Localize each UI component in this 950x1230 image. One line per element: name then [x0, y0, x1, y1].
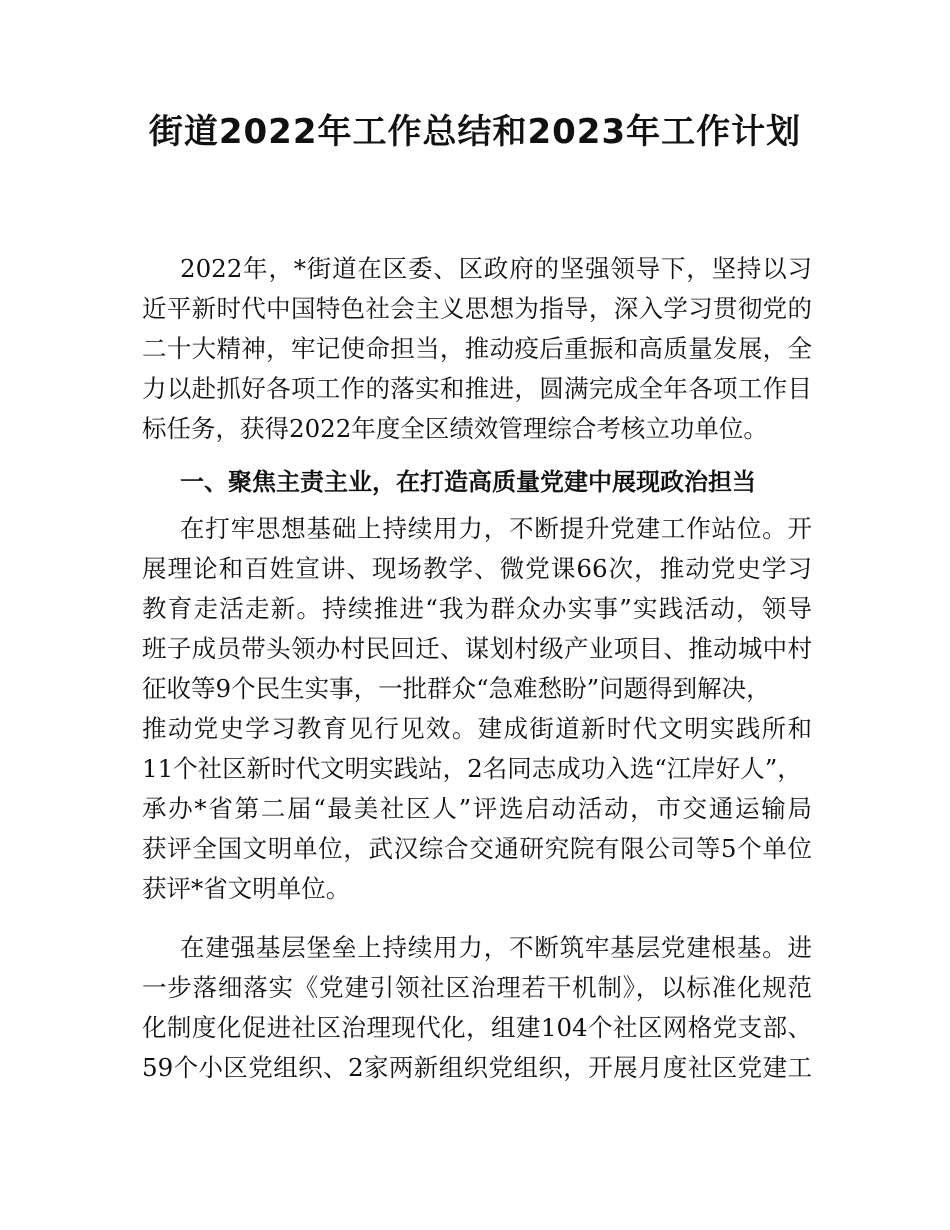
paragraph-party-building: [142, 509, 812, 909]
paragraph-line: 在建强基层堡垒上持续用力，不断筑牢基层党建根基。进: [180, 933, 812, 962]
paragraph-line: 班子成员带头领办村民回迁、谋划村级产业项目、推动城中村: [142, 634, 812, 663]
paragraph-line: 获评*省文明单位。: [142, 874, 351, 903]
paragraph-line: 推动党史学习教育见行见效。建成街道新时代文明实践所和: [142, 714, 812, 743]
paragraph-line: 展理论和百姓宣讲、现场教学、微党课66次，推动党史学习: [142, 554, 812, 583]
paragraph-line: 在打牢思想基础上持续用力，不断提升党建工作站位。开: [180, 514, 812, 543]
paragraph-line: 力以赴抓好各项工作的落实和推进，圆满完成全年各项工作目: [142, 374, 812, 403]
paragraph-intro: [142, 249, 812, 449]
paragraph-line: 标任务，获得2022年度全区绩效管理综合考核立功单位。: [142, 414, 768, 443]
paragraph-line: 教育走活走新。持续推进“我为群众办实事”实践活动，领导: [142, 594, 812, 623]
paragraph-line: 化制度化促进社区治理现代化，组建104个社区网格党支部、: [142, 1013, 812, 1042]
paragraph-line: 承办*省第二届“最美社区人”评选启动活动，市交通运输局: [142, 794, 812, 823]
paragraph-line: 获评全国文明单位，武汉综合交通研究院有限公司等5个单位: [142, 834, 812, 863]
paragraph-line: 二十大精神，牢记使命担当，推动疫后重振和高质量发展，全: [142, 334, 812, 363]
section-heading: 一、聚焦主责主业，在打造高质量党建中展现政治担当: [180, 468, 756, 496]
paragraph-line: 近平新时代中国特色社会主义思想为指导，深入学习贯彻党的: [142, 294, 812, 323]
document-title: 街道2022年工作总结和2023年工作计划: [148, 112, 802, 152]
paragraph-line: 11个社区新时代文明实践站，2名同志成功入选“江岸好人”，: [142, 754, 802, 783]
paragraph-line: 征收等9个民生实事，一批群众“急难愁盼”问题得到解决，: [142, 674, 771, 703]
paragraph-line: 59个小区党组织、2家两新组织党组织，开展月度社区党建工: [142, 1053, 812, 1082]
paragraph-line: 一步落细落实《党建引领社区治理若干机制》，以标准化规范: [142, 973, 812, 1002]
paragraph-grassroots: [142, 928, 812, 1088]
paragraph-line: 2022年，*街道在区委、区政府的坚强领导下，坚持以习: [180, 254, 812, 283]
